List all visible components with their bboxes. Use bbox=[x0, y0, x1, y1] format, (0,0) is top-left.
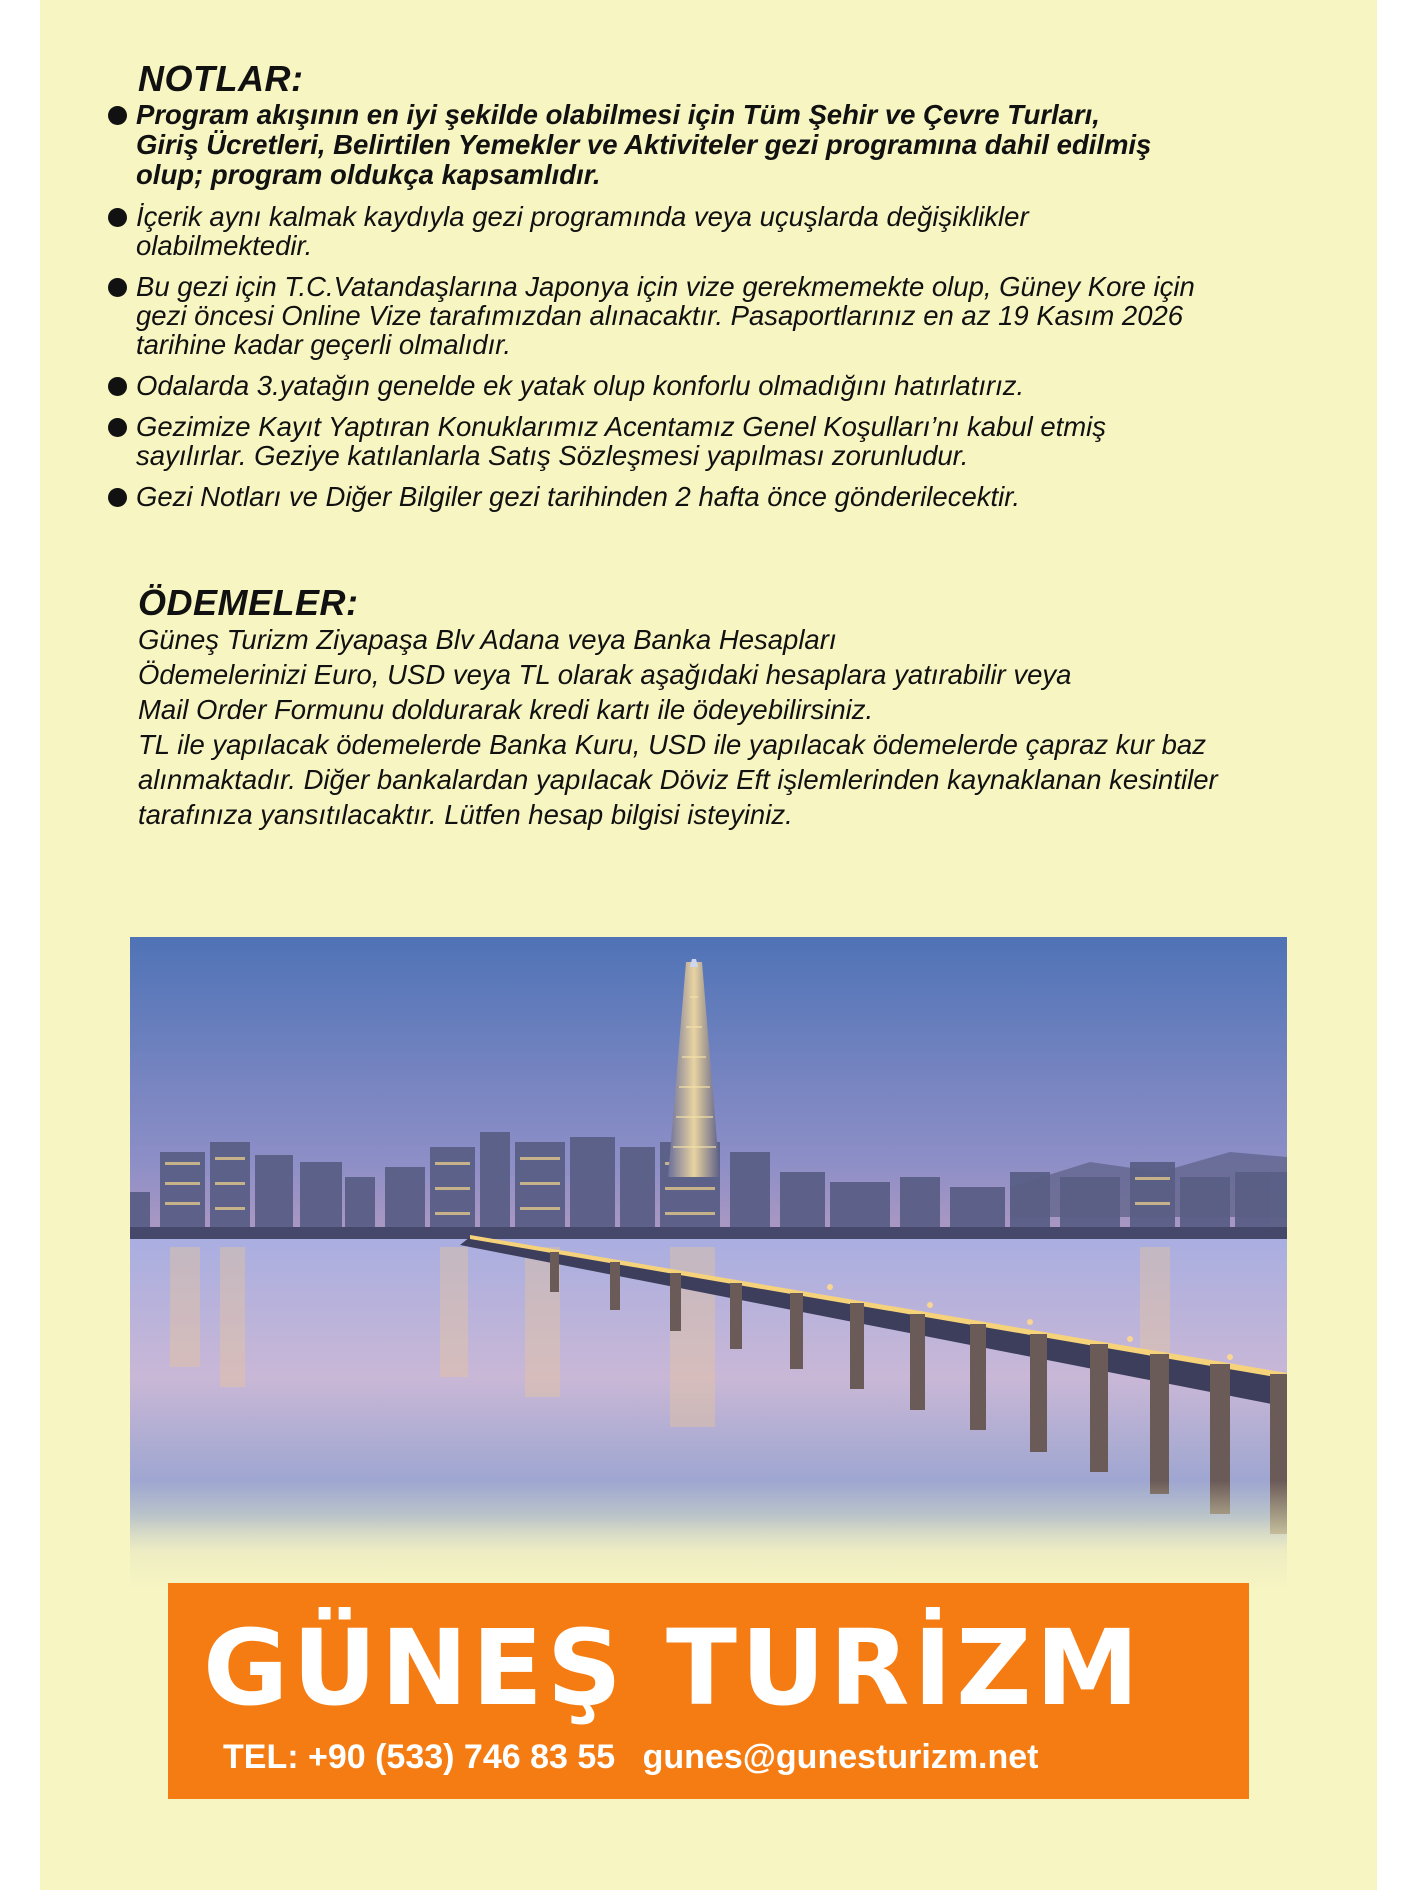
payments-line: TL ile yapılacak ödemelerde Banka Kuru, USD ile yapılacak ödemelerde çapraz kur baz bbox=[138, 729, 1206, 760]
notes-list bbox=[108, 100, 1353, 523]
note-line: Odalarda 3.yatağın genelde ek yatak olup konforlu olmadığını hatırlatırız. bbox=[136, 370, 1025, 401]
note-item bbox=[108, 412, 1353, 470]
photo-fade bbox=[130, 1480, 1287, 1600]
bullet-icon bbox=[108, 106, 127, 125]
payments-line: Güneş Turizm Ziyapaşa Blv Adana veya Banka Hesapları bbox=[138, 624, 837, 655]
note-line: Giriş Ücretleri, Belirtilen Yemekler ve Aktiviteler gezi programına dahil edilmiş bbox=[136, 129, 1152, 160]
note-item bbox=[108, 482, 1353, 511]
bullet-icon bbox=[108, 377, 127, 396]
email-address[interactable]: gunes@gunesturizm.net bbox=[642, 1738, 1039, 1776]
payments-line: tarafınıza yansıtılacaktır. Lütfen hesap bilgisi isteyiniz. bbox=[138, 799, 793, 830]
flyer-page bbox=[40, 0, 1377, 1890]
note-item bbox=[108, 202, 1353, 260]
note-line: olabilmektedir. bbox=[136, 230, 313, 261]
note-line: İçerik aynı kalmak kaydıyla gezi programında veya uçuşlarda değişiklikler bbox=[136, 201, 1029, 232]
note-line: tarihine kadar geçerli olmalıdır. bbox=[136, 329, 511, 360]
bullet-icon bbox=[108, 488, 127, 507]
note-item bbox=[108, 100, 1353, 190]
note-line: sayılırlar. Geziye katılanlarla Satış Sözleşmesi yapılması zorunludur. bbox=[136, 440, 969, 471]
note-line: Program akışının en iyi şekilde olabilmesi için Tüm Şehir ve Çevre Turları, bbox=[136, 99, 1100, 130]
note-line: Bu gezi için T.C.Vatandaşlarına Japonya için vize gerekmemekte olup, Güney Kore için bbox=[136, 271, 1195, 302]
contact-line bbox=[223, 1738, 1039, 1777]
brand-logo-text: GÜNEŞ TURİZM bbox=[202, 1607, 1144, 1729]
bullet-icon bbox=[108, 278, 127, 297]
note-item bbox=[108, 272, 1353, 359]
bullet-icon bbox=[108, 208, 127, 227]
payments-line: alınmaktadır. Diğer bankalardan yapılacak Döviz Eft işlemlerinden kaynaklanan kesintiler bbox=[138, 764, 1218, 795]
phone-number: TEL: +90 (533) 746 83 55 bbox=[223, 1738, 616, 1776]
payments-paragraph bbox=[138, 622, 1373, 832]
payments-heading: ÖDEMELER: bbox=[138, 582, 359, 623]
brand-banner bbox=[168, 1583, 1249, 1799]
note-item bbox=[108, 371, 1353, 400]
notes-heading: NOTLAR: bbox=[138, 58, 304, 99]
payments-line: Ödemelerinizi Euro, USD veya TL olarak aşağıdaki hesaplara yatırabilir veya bbox=[138, 659, 1072, 690]
note-line: gezi öncesi Online Vize tarafımızdan alınacaktır. Pasaportlarınız en az 19 Kasım 2026 bbox=[136, 300, 1184, 331]
bullet-icon bbox=[108, 418, 127, 437]
note-line: Gezi Notları ve Diğer Bilgiler gezi tarihinden 2 hafta önce gönderilecektir. bbox=[136, 481, 1021, 512]
note-line: Gezimize Kayıt Yaptıran Konuklarımız Acentamız Genel Koşulları’nı kabul etmiş bbox=[136, 411, 1107, 442]
payments-line: Mail Order Formunu doldurarak kredi kartı ile ödeyebilirsiniz. bbox=[138, 694, 874, 725]
note-line: olup; program oldukça kapsamlıdır. bbox=[136, 159, 601, 190]
